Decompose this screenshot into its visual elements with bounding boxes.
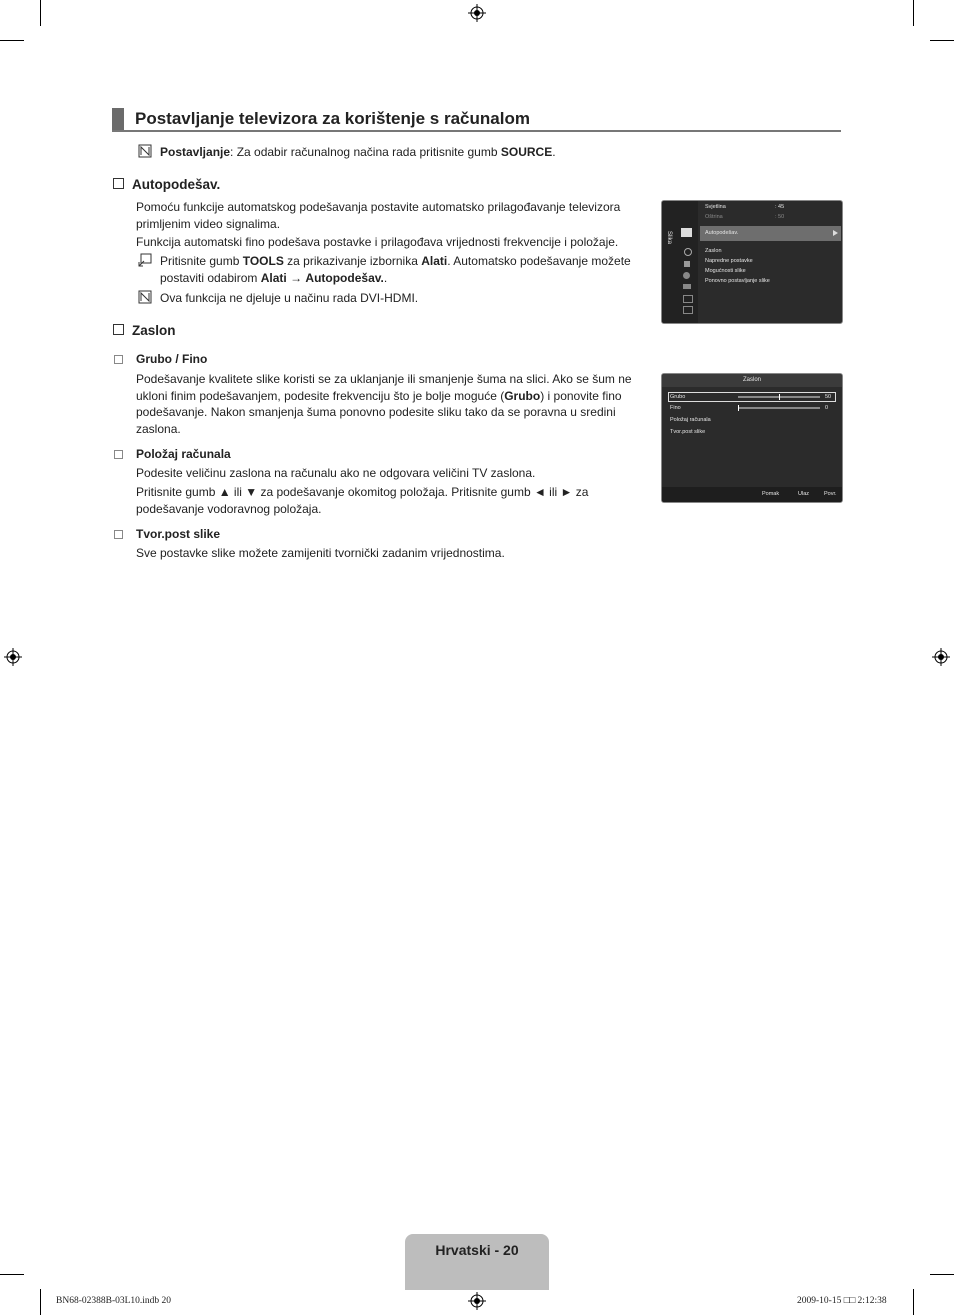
tv-menu-item[interactable]: Oštrina — [705, 214, 723, 220]
tv-menu-sidebar — [662, 201, 698, 323]
autopodesav-p2: Funkcija automatski fino podešava postavke i prilagođava vrijednosti frekvencije i položaje. — [136, 235, 619, 249]
footer-enter: Ulaz — [798, 491, 810, 497]
intro-note-text: : Za odabir računalnog načina rada pritisnite gumb — [230, 145, 501, 159]
tools-note-g: → — [286, 270, 306, 285]
sound-icon — [684, 248, 692, 256]
note-icon — [138, 290, 152, 304]
page-number-label: Hrvatski - 20 — [435, 1242, 519, 1258]
checkbox-bullet-icon — [113, 178, 124, 189]
polozaj-p2: Pritisnite gumb ▲ ili ▼ za podešavanje okomitog položaja. Pritisnite gumb ◄ ili ► za podešavanje vodoravnog položaja. — [136, 485, 589, 516]
polozaj-title: Položaj računala — [136, 447, 231, 461]
tv-picture-menu — [661, 200, 843, 324]
tv-menu-item[interactable]: Ponovno postavljanje slike — [705, 278, 770, 284]
channel-icon — [684, 261, 690, 267]
tv-zaslon-row[interactable]: Tvor.post slike — [670, 429, 706, 435]
grubo-fino-text — [136, 371, 644, 437]
tv-zaslon-row[interactable]: Fino — [670, 405, 681, 411]
grubo-text-a: Podešavanje kvalitete slike koristi se za uklanjanje ili smanjenje šuma na slici. Ako se šum ne ukloni finim podešavanjem, podesite frekvenciju što je bolje moguće ( — [136, 372, 632, 403]
section-title-bar — [112, 108, 841, 132]
tv-zaslon-row-value: 50 — [825, 394, 832, 400]
tvor-text: Sve postavke slike možete zamijeniti tvornički zadanim vrijednostima. — [136, 546, 505, 560]
tv-zaslon-menu — [661, 373, 843, 503]
tv-zaslon-row[interactable]: Položaj računala — [670, 417, 711, 423]
crop-mark — [913, 1289, 914, 1315]
print-slug-left: BN68-02388B-03L10.indb 20 — [56, 1296, 172, 1306]
tv-zaslon-row-value: 0 — [825, 405, 829, 411]
tv-menu-item[interactable]: Napredne postavke — [705, 258, 753, 264]
grubo-text-c: ) i ponovite fino podešavanje. Nakon smanjenja šuma ponovno podesite sliku tako da se poravna u sredini zaslona. — [136, 388, 622, 436]
slider-knob[interactable] — [738, 405, 739, 411]
tv-menu-item[interactable]: Autopodešav. — [705, 230, 739, 236]
polozaj-p1: Podesite veličinu zaslona na računalu ako ne odgovara veličini TV zaslona. — [136, 466, 536, 480]
input-icon — [683, 284, 691, 289]
tools-note-i: . — [383, 270, 388, 285]
print-slug-right: 2009-10-15 □□ 2:12:38 — [797, 1296, 887, 1306]
tv-menu-item-value: : 45 — [775, 204, 785, 210]
registration-mark-icon — [932, 648, 950, 666]
setup-icon — [683, 272, 690, 279]
crop-mark — [930, 1274, 954, 1275]
slider-track[interactable] — [738, 407, 820, 409]
tv-zaslon-footer — [662, 487, 842, 502]
crop-mark — [0, 1274, 24, 1275]
tools-note-b: TOOLS — [242, 254, 284, 268]
intro-note-end: . — [552, 145, 556, 159]
autopodesav-p1: Pomoću funkcije automatskog podešavanja postavite automatsko prilagođavanje televizora primljenim video signalima. — [136, 200, 621, 231]
checkbox-bullet-icon — [113, 324, 124, 335]
tv-menu-item[interactable]: Zaslon — [705, 248, 722, 254]
tools-note-f: Alati — [260, 270, 287, 285]
registration-mark-icon — [468, 4, 486, 22]
section-title: Postavljanje televizora za korištenje s računalom — [135, 109, 530, 128]
picture-icon — [681, 228, 692, 237]
zaslon-heading — [113, 323, 176, 338]
title-marker — [112, 108, 124, 132]
arrow-right-icon — [833, 230, 838, 236]
crop-mark — [40, 0, 41, 26]
application-icon — [683, 295, 693, 303]
crop-mark — [913, 0, 914, 26]
tv-zaslon-title: Zaslon — [742, 377, 761, 383]
zaslon-heading-text: Zaslon — [132, 323, 176, 338]
crop-mark — [0, 40, 24, 41]
note-icon — [138, 144, 152, 158]
grubo-text-b: Grubo — [504, 388, 541, 403]
autopodesav-heading-text: Autopodešav. — [132, 177, 221, 192]
crop-mark — [930, 40, 954, 41]
intro-note — [160, 144, 556, 161]
tools-icon — [138, 253, 152, 267]
footer-return: Povr. — [824, 491, 837, 497]
square-bullet-icon — [114, 355, 123, 364]
tvor-title: Tvor.post slike — [136, 527, 221, 541]
tools-note-e: . Automatsko podešavanje možete postaviti odabirom — [160, 254, 631, 285]
footer-move: Pomak — [762, 491, 780, 497]
tv-menu-item[interactable]: Svjetlina — [705, 204, 726, 210]
tv-menu-item[interactable]: Mogućnosti slike — [705, 268, 746, 274]
square-bullet-icon — [114, 530, 123, 539]
square-bullet-icon — [114, 450, 123, 459]
tv-menu-item-value: : 50 — [775, 214, 785, 220]
grubo-fino-title: Grubo / Fino — [136, 352, 208, 366]
intro-note-bold: Postavljanje — [160, 145, 231, 159]
registration-mark-icon — [4, 648, 22, 666]
slider-knob[interactable] — [779, 394, 780, 400]
dvi-note: Ova funkcija ne djeluje u načinu rada DVI-HDMI. — [160, 291, 419, 305]
tools-note-a: Pritisnite gumb — [160, 254, 243, 268]
tv-zaslon-row[interactable]: Grubo — [670, 394, 686, 400]
tv-menu-side-label: Slika — [666, 231, 672, 245]
autopodesav-heading — [113, 177, 220, 192]
intro-note-source: SOURCE — [500, 145, 553, 159]
tools-note-c: za prikazivanje izbornika — [283, 254, 422, 268]
tools-note-d: Alati — [421, 254, 448, 268]
tools-note-h: Autopodešav. — [305, 270, 384, 285]
tools-note — [160, 253, 640, 286]
registration-mark-icon — [468, 1292, 486, 1310]
crop-mark — [40, 1289, 41, 1315]
support-icon — [683, 306, 693, 314]
title-rule — [112, 130, 841, 132]
